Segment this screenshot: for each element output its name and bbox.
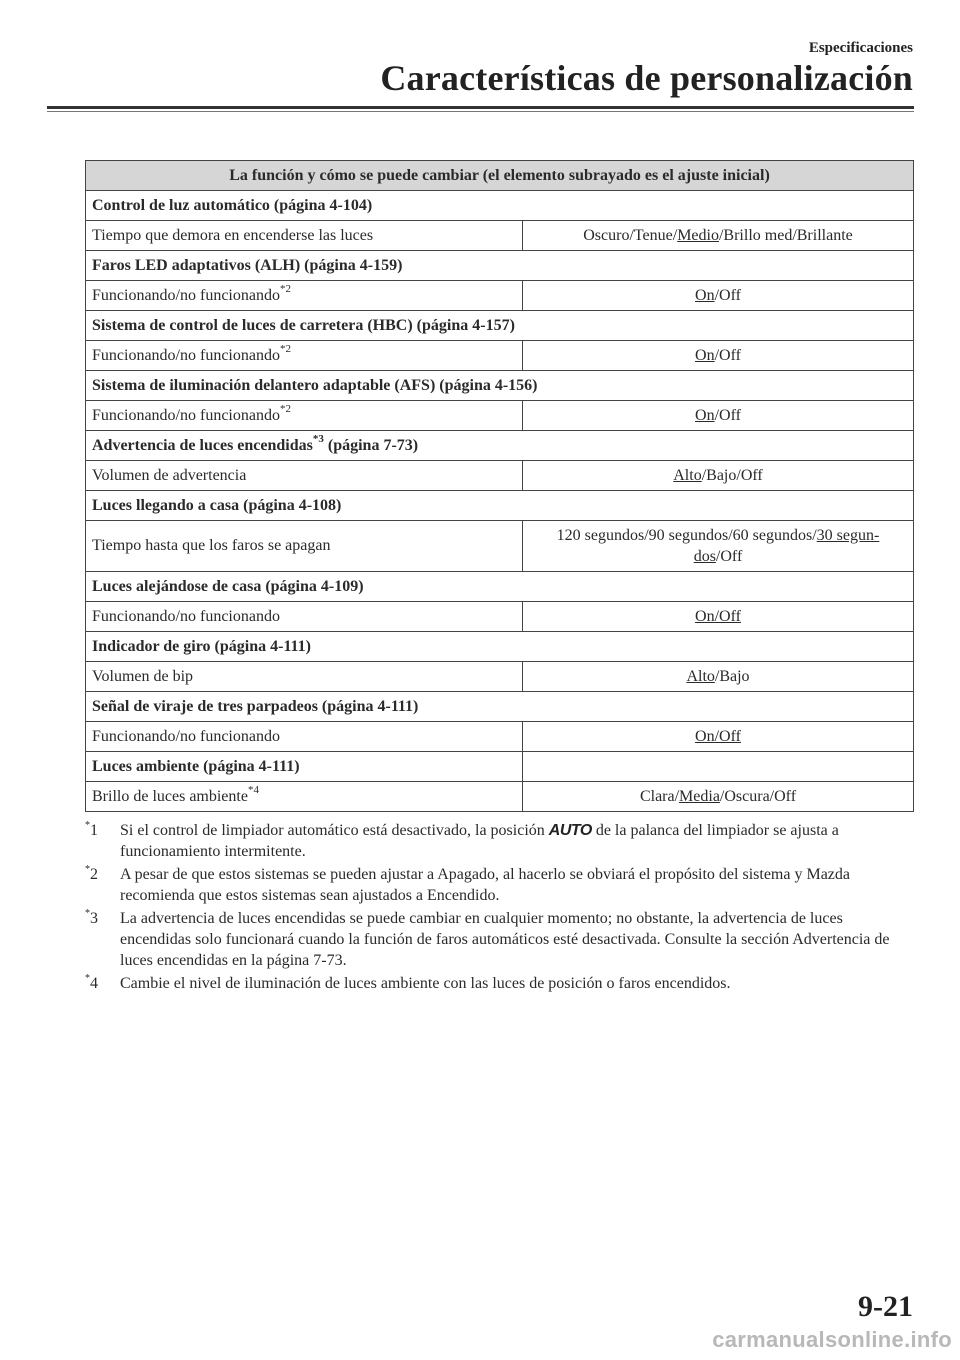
- setting-options: Oscuro/Tenue/Medio/Brillo med/Brillante: [523, 221, 914, 251]
- group-title: Sistema de control de luces de carretera (HBC) (página 4-157): [86, 311, 914, 341]
- setting-label: Volumen de advertencia: [86, 461, 523, 491]
- table-row: [86, 602, 914, 632]
- default-option: Alto: [686, 667, 715, 685]
- watermark: carmanualsonline.info: [712, 1327, 952, 1352]
- footnote-ref: *2: [279, 283, 291, 296]
- default-option: On: [695, 727, 715, 745]
- footnote: *4 Cambie el nivel de iluminación de luces ambiente con las luces de posición o faros encendidos.: [85, 972, 731, 992]
- setting-label: Funcionando/no funcionando$^{*2}$: [86, 341, 523, 371]
- table-title: La función y cómo se puede cambiar (el elemento subrayado es el ajuste inicial): [86, 161, 914, 191]
- footnotes: [85, 820, 914, 996]
- setting-label: Funcionando/no funcionando: [86, 602, 523, 632]
- footnote-ref: *2: [279, 343, 291, 356]
- group-row: [86, 572, 914, 602]
- group-title: Control de luz automático (página 4-104): [86, 191, 914, 221]
- table-row: [86, 221, 914, 251]
- setting-options: 120 segundos/90 segundos/60 segundos/30 segun- dos/Off: [523, 521, 914, 572]
- footnote-ref: *3: [312, 433, 324, 446]
- chapter-title: Características de personalización: [380, 58, 913, 98]
- group-row: [86, 191, 914, 221]
- page-header: [380, 40, 913, 98]
- group-row: [86, 431, 914, 461]
- group-title: Luces llegando a casa (página 4-108): [86, 491, 914, 521]
- group-row: [86, 491, 914, 521]
- customization-table: [85, 160, 914, 812]
- footnote-ref: *4: [247, 784, 259, 797]
- footnote-ref: *2: [279, 403, 291, 416]
- group-title: Señal de viraje de tres parpadeos (página 4-111): [86, 692, 914, 722]
- header-rule: [47, 106, 914, 109]
- setting-label: Tiempo hasta que los faros se apagan: [86, 521, 523, 572]
- group-row: [86, 371, 914, 401]
- default-option: On: [695, 346, 715, 364]
- page-number: 9-21: [858, 1290, 913, 1323]
- group-row: [86, 632, 914, 662]
- setting-label: Funcionando/no funcionando: [86, 722, 523, 752]
- setting-label: Funcionando/no funcionando$^{*2}$: [86, 281, 523, 311]
- setting-label: Volumen de bip: [86, 662, 523, 692]
- default-option: Alto: [673, 466, 702, 484]
- default-option: 30 segun-: [816, 527, 880, 544]
- footnote-mark: *4: [85, 972, 98, 992]
- setting-label: Funcionando/no funcionando$^{*2}$: [86, 401, 523, 431]
- table-row: [86, 461, 914, 491]
- default-option: On: [695, 607, 715, 625]
- footnote-mark: *2: [85, 863, 98, 883]
- group-row: [86, 311, 914, 341]
- table-row: [86, 662, 914, 692]
- section-title: Especificaciones: [808, 40, 913, 56]
- group-title: Faros LED adaptativos (ALH) (página 4-159): [86, 251, 914, 281]
- footnote: *1 Si el control de limpiador automático está desactivado, la posición AUTO de la palanca del limpiador se ajusta a funcionamiento intermitente.: [85, 819, 839, 860]
- setting-options: On/Off: [523, 722, 914, 752]
- group-row: [86, 692, 914, 722]
- setting-options: Clara/Media/Oscura/Off: [523, 782, 914, 812]
- default-option: dos: [693, 548, 716, 565]
- table-row: [86, 521, 914, 572]
- footnote: *3 La advertencia de luces encendidas se puede cambiar en cualquier momento; no obstante, la advertencia de luces encendidas solo funcionará cuando la función de faros automáticos esté desactivada. Consulte la sección Advertencia de luces encendidas en la página 7-73.: [85, 907, 890, 969]
- footnote-mark: *3: [85, 907, 98, 927]
- table-header-row: [86, 161, 914, 191]
- auto-wiper-icon: AUTO: [548, 822, 592, 839]
- default-option: Media: [679, 787, 720, 805]
- setting-label: Brillo de luces ambiente$^{*4}$: [86, 782, 523, 812]
- group-row: [86, 752, 914, 782]
- table-row: [86, 281, 914, 311]
- setting-options: On/Off: [523, 602, 914, 632]
- setting-options: On/Off: [523, 341, 914, 371]
- table-row: [86, 722, 914, 752]
- setting-options: Alto/Bajo/Off: [523, 461, 914, 491]
- table-row: [86, 782, 914, 812]
- default-option: Medio: [677, 226, 719, 244]
- group-title: Luces ambiente (página 4-111): [86, 752, 523, 782]
- header-rule-thin: [47, 111, 914, 112]
- setting-options: On/Off: [523, 401, 914, 431]
- group-title: Sistema de iluminación delantero adaptable (AFS) (página 4-156): [86, 371, 914, 401]
- default-option: On: [695, 406, 715, 424]
- table-row: [86, 401, 914, 431]
- group-title: Advertencia de luces encendidas$^{*3}$ (página 7-73): [86, 431, 914, 461]
- group-title: Indicador de giro (página 4-111): [86, 632, 914, 662]
- empty-cell: [523, 752, 914, 782]
- default-option: On: [695, 286, 715, 304]
- group-title: Luces alejándose de casa (página 4-109): [86, 572, 914, 602]
- footnote-mark: *1: [85, 819, 98, 839]
- setting-label: Tiempo que demora en encenderse las luces: [86, 221, 523, 251]
- table-row: [86, 341, 914, 371]
- footnote: *2 A pesar de que estos sistemas se pueden ajustar a Apagado, al hacerlo se obviará el propósito del sistema y Mazda recomienda que estos sistemas sean ajustados a Encendido.: [85, 863, 850, 904]
- setting-options: On/Off: [523, 281, 914, 311]
- setting-options: Alto/Bajo: [523, 662, 914, 692]
- group-row: [86, 251, 914, 281]
